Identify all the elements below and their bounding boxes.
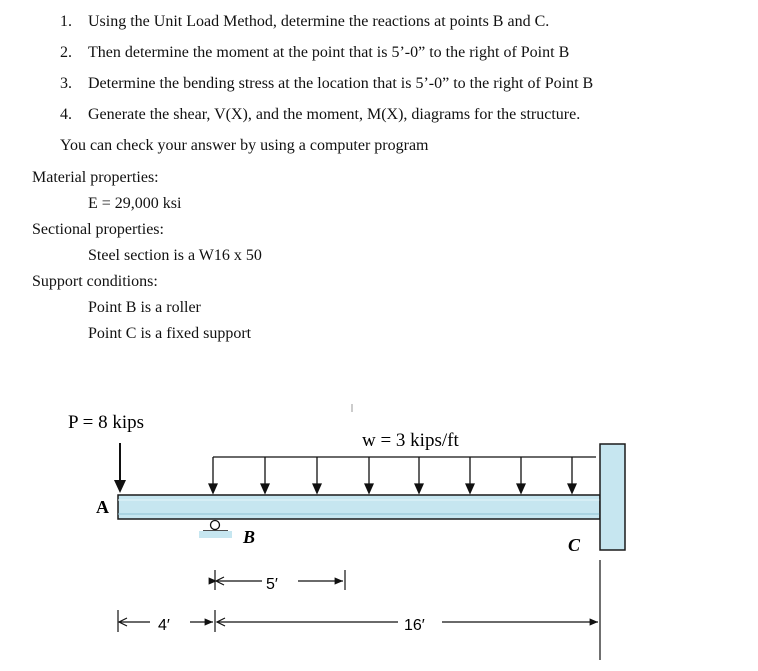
material-value: E = 29,000 ksi [88, 195, 182, 212]
support-c: Point C is a fixed support [88, 325, 252, 342]
label-c: C [568, 535, 581, 555]
point-load-arrow [114, 443, 126, 493]
dimension-5ft [215, 570, 345, 590]
support-heading: Support conditions: [32, 273, 158, 290]
support-b: Point B is a roller [88, 299, 201, 316]
label-b: B [243, 527, 256, 547]
note: You can check your answer by using a computer program [60, 137, 429, 154]
dimension-16ft-label: 16′ [404, 617, 425, 634]
dimension-4ft-label: 4′ [158, 617, 170, 634]
instruction-3-text: Determine the bending stress at the location that is 5’-0” to the right of Point B [88, 75, 594, 92]
dimension-16ft [217, 560, 600, 660]
roller-support-b [199, 521, 232, 539]
instruction-1-number: 1. [60, 13, 72, 30]
distributed-load-arrows [209, 457, 596, 493]
dimension-5ft-label: 5′ [266, 576, 278, 593]
label-a: A [96, 497, 109, 517]
sectional-value: Steel section is a W16 x 50 [88, 247, 262, 264]
instruction-2-number: 2. [60, 44, 72, 61]
instruction-3-number: 3. [60, 75, 72, 92]
material-heading: Material properties: [32, 169, 159, 186]
fixed-support-c [600, 444, 625, 550]
instruction-1-text: Using the Unit Load Method, determine the reactions at points B and C. [88, 13, 550, 30]
instruction-2-text: Then determine the moment at the point that is 5’-0” to the right of Point B [88, 44, 570, 61]
beam [118, 495, 600, 519]
distributed-load-label: w = 3 kips/ft [362, 430, 459, 451]
instruction-4-number: 4. [60, 106, 72, 123]
sectional-heading: Sectional properties: [32, 221, 164, 238]
instruction-4-text: Generate the shear, V(X), and the moment, M(X), diagrams for the structure. [88, 106, 581, 123]
point-load-label: P = 8 kips [68, 412, 144, 433]
